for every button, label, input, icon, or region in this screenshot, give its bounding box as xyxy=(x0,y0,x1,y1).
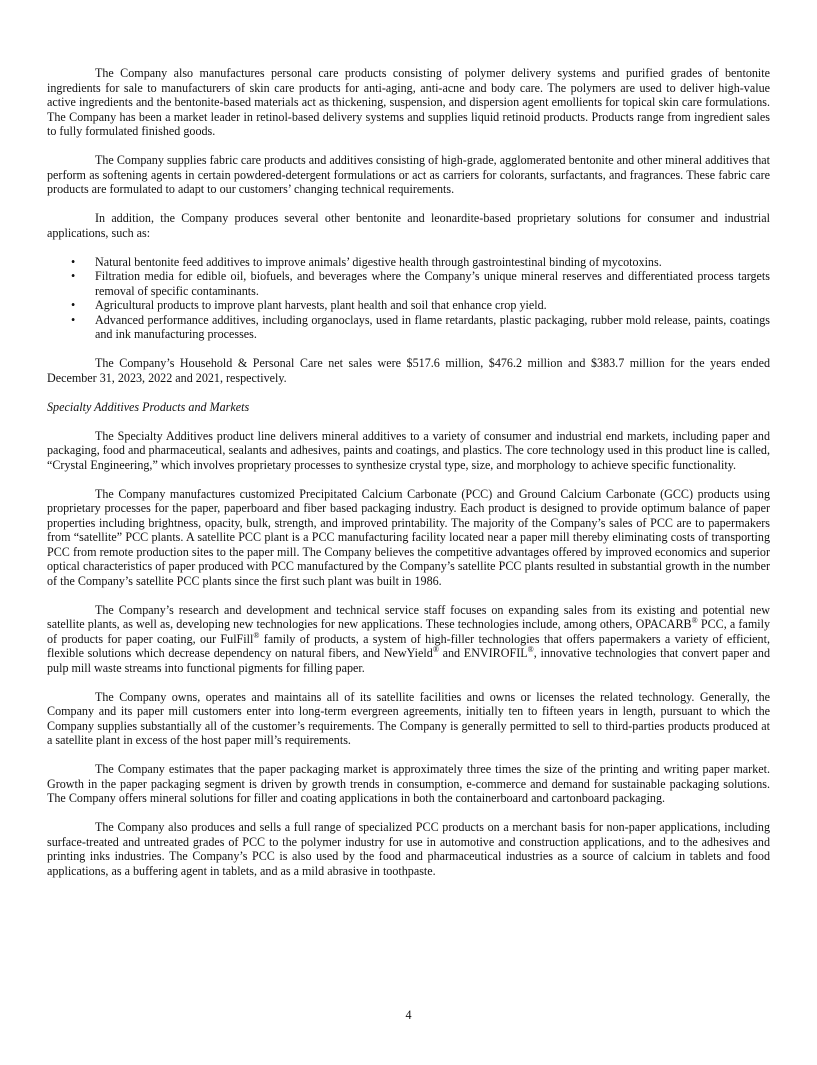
list-item-text: Agricultural products to improve plant harvests, plant health and soil that enhance crop yield. xyxy=(95,298,547,312)
bullet-icon: • xyxy=(71,298,76,312)
registered-mark: ® xyxy=(527,644,534,654)
paragraph-text: and ENVIROFIL xyxy=(438,646,528,660)
paragraph-paper-packaging: The Company estimates that the paper packaging market is approximately three times the size of the printing and writing paper market. Growth in the paper packaging segment is driven by growth trends in consumption, e-commerce and demand for sustainable packaging solutions. The Company offers mineral solutions for filler and coating applications in both the containerboard and cartonboard packaging. xyxy=(47,762,770,805)
paragraph-fabric-care: The Company supplies fabric care products and additives consisting of high-grade, agglomerated bentonite and other mineral additives that perform as softening agents in certain powdered-detergent formulations or act as carriers for colorants, surfactants, and fragrances. These fabric care products are formulated to adapt to our customers’ changing technical requirements. xyxy=(47,153,770,196)
section-heading: Specialty Additives Products and Markets xyxy=(47,399,250,414)
list-item-text: Natural bentonite feed additives to improve animals’ digestive health through gastrointestinal binding of mycotoxins. xyxy=(95,254,662,269)
paragraph-personal-care: The Company also manufactures personal care products consisting of polymer delivery systems and purified grades of bentonite ingredients for sale to manufacturers of skin care products for anti-aging, anti-acne and body care. The polymers are used to deliver high-value active ingredients and the bentonite-based materials act as thickening, suspension, and dispersion agent emollients for topical skin care formulations. The Company has been a market leader in retinol-based delivery systems and supplies liquid retinoid products. Products range from ingredient sales to fully formulated finished goods. xyxy=(47,66,770,138)
list-item-text: Advanced performance additives, including organoclays, used in flame retardants, plastic packaging, rubber mold release, paints, coatings and ink manufacturing processes. xyxy=(95,312,770,341)
paragraph-text: family of products, a system of high-filler technologies that offers papermakers a variety of efficient, flexible solutions which decrease dependency on natural fibers, and NewYield xyxy=(47,631,770,660)
paragraph-pcc-products: The Company manufactures customized Precipitated Calcium Carbonate (PCC) and Ground Calcium Carbonate (GCC) products using proprietary processes for the paper, paperboard and fiber based packaging industry. Each product is designed to provide optimum balance of paper properties including brightness, opacity, bulk, strength, and improved printability. The majority of the Company’s sales of PCC are to papermakers from “satellite” PCC plants. A satellite PCC plant is a PCC manufacturing facility located near a paper mill thereby eliminating costs of transporting PCC from remote production sites to the paper mill. The Company believes the competitive advantages offered by improved economics and superior optical characteristics of paper produced with PCC manufactured by the Company’s satellite PCC plants resulted in substantial growth in the number of the Company’s satellite PCC plants since the first such plant was built in 1986. xyxy=(47,486,770,588)
paragraph-other-solutions: In addition, the Company produces several other bentonite and leonardite-based proprietary solutions for consumer and industrial applications, such as: xyxy=(47,211,770,240)
list-item xyxy=(47,269,770,298)
bullet-icon: • xyxy=(71,269,76,283)
registered-mark: ® xyxy=(432,644,439,654)
paragraph-specialty-additives: The Specialty Additives product line delivers mineral additives to a variety of consumer and industrial end markets, including paper and packaging, food and pharmaceutical, sealants and adhesives, paints and coatings, and plastics. The core technology used in this product line is called, “Crystal Engineering,” which involves proprietary processes to synthesize crystal type, size, and morphology to achieve specific functionality. xyxy=(47,428,770,472)
page-number: 4 xyxy=(405,1008,412,1022)
applications-list xyxy=(47,255,770,342)
paragraph-satellite-facilities: The Company owns, operates and maintains all of its satellite facilities and owns or licenses the related technology. Generally, the Company and its paper mill customers enter into long-term evergreen agreements, initially ten to fifteen years in length, pursuant to which the Company supplies substantially all of the customer’s requirements. The Company is generally permitted to sell to third-parties products produced at a satellite plant in excess of the host paper mill’s requirements. xyxy=(47,689,770,747)
paragraph-text: PCC, a family of products for paper coating, our FulFill xyxy=(47,617,771,646)
bullet-icon: • xyxy=(71,312,76,327)
paragraph-text: The Company’s research and development and technical service staff focuses on expanding sales from its existing and potential new satellite plants, as well as, developing new technologies for new applications. These technologies include, among others, OPACARB xyxy=(47,602,770,631)
paragraph-research-development xyxy=(47,603,770,676)
list-item xyxy=(47,313,770,342)
bullet-icon: • xyxy=(71,254,76,269)
paragraph-merchant-pcc: The Company also produces and sells a full range of specialized PCC products on a merchant basis for non-paper applications, including surface-treated and untreated grades of PCC to the polymer industry for use in automotive and construction applications, and to the adhesives and printing inks industries. The Company’s PCC is also used by the food and pharmaceutical industries as a source of calcium in tablets and food applications, as a buffering agent in tablets, and as a mild abrasive in toothpaste. xyxy=(47,820,770,878)
list-item xyxy=(47,298,770,313)
registered-mark: ® xyxy=(253,630,260,640)
paragraph-net-sales: The Company’s Household & Personal Care net sales were $517.6 million, $476.2 million and $383.7 million for the years ended December 31, 2023, 2022 and 2021, respectively. xyxy=(47,356,770,385)
paragraph-text: , innovative technologies that convert paper and pulp mill waste streams into functional pigments for filling paper. xyxy=(47,646,770,675)
list-item xyxy=(47,255,770,270)
registered-mark: ® xyxy=(691,615,698,625)
list-item-text: Filtration media for edible oil, biofuels, and beverages where the Company’s unique mineral reserves and differentiated process targets removal of specific contaminants. xyxy=(95,269,770,298)
